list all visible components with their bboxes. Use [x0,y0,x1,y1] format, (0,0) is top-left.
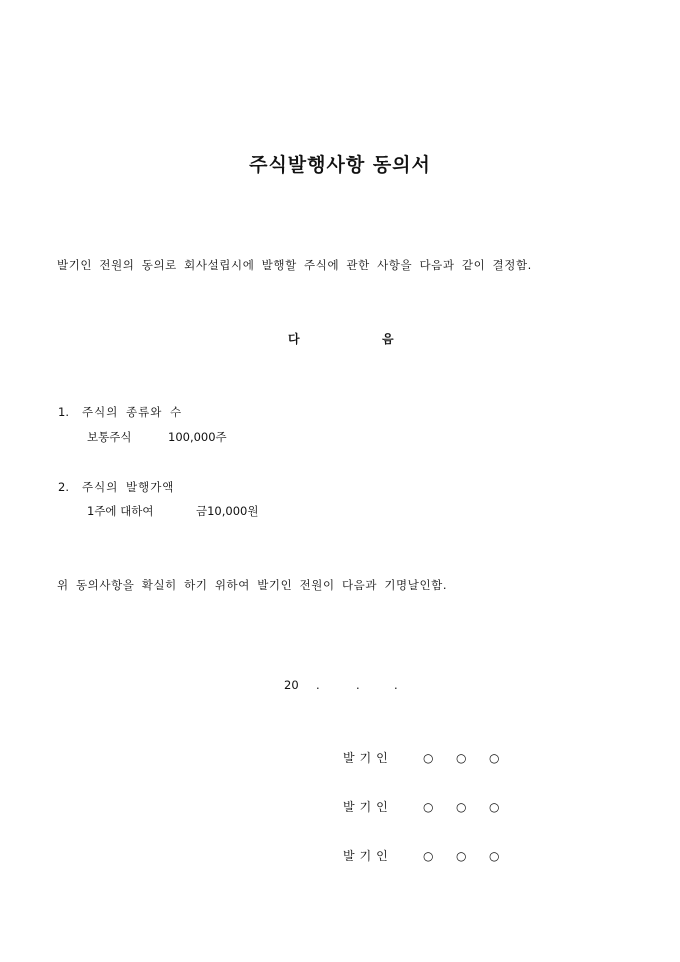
signatory-row [343,847,522,864]
item-2-detail-price: 금10,000원 [196,504,259,518]
document-title: 주식발행사항 동의서 [249,154,431,176]
closing-paragraph: 위 동의사항을 확실히 하기 위하여 발기인 전원이 다음과 기명날인함. [57,578,448,592]
date-year: 20 [284,678,299,692]
signatory-row [343,798,522,815]
item-2-detail-unit: 1주에 대하여 [87,504,154,518]
signatory-role: 발기인 [343,800,393,814]
item-1-label: 주식의 종류와 수 [82,405,183,419]
item-1-title [58,404,182,420]
seal-mark: ○ [456,849,467,863]
date-separator-1: . [316,678,320,692]
section-heading-left: 다 [288,332,300,346]
seal-mark: ○ [489,849,500,863]
item-2-label: 주식의 발행가액 [82,480,175,494]
item-2-title [58,479,174,495]
date-separator-3: . [394,678,398,692]
seal-mark: ○ [423,751,434,765]
signatory-row [343,749,522,766]
seal-mark: ○ [423,800,434,814]
item-2-number: 2. [58,480,69,494]
intro-paragraph: 발기인 전원의 동의로 회사설립시에 발행할 주식에 관한 사항을 다음과 같이 결정함. [57,258,532,272]
signatory-role: 발기인 [343,849,393,863]
seal-mark: ○ [423,849,434,863]
item-1-detail-count: 100,000주 [168,430,227,444]
seal-mark: ○ [489,751,500,765]
seal-mark: ○ [456,800,467,814]
date-separator-2: . [356,678,360,692]
item-1-detail-type: 보통주식 [87,430,132,444]
signatory-role: 발기인 [343,751,393,765]
section-heading-right: 음 [382,332,394,346]
seal-mark: ○ [456,751,467,765]
seal-mark: ○ [489,800,500,814]
item-1-number: 1. [58,405,69,419]
